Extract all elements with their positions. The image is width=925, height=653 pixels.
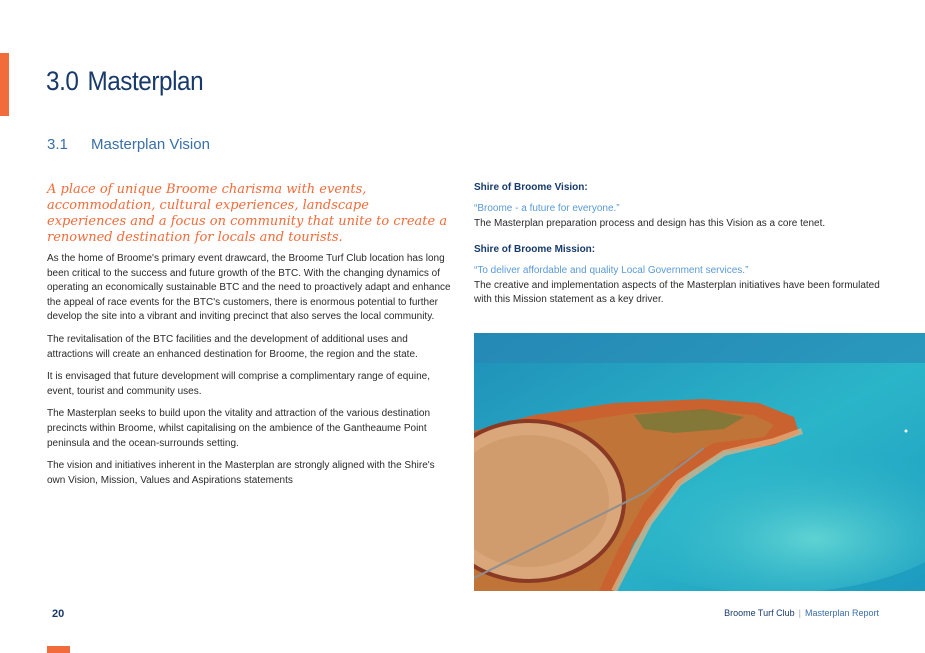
body-paragraph: As the home of Broome's primary event drawcard, the Broome Turf Club location has long been critical to the success and future growth of the BTC. With the changing dynamics of operating an economically sustainable BTC and the need to proactively adapt and enhance the appeal of race events for the BTC's customers, there is enormous potential to further develop the site into a vibrant and inviting precinct that also serves the local community.: [47, 253, 451, 323]
footer-org: Broome Turf Club: [724, 608, 795, 618]
vision-heading: Shire of Broome Vision:: [474, 182, 588, 193]
vision-tagline: A place of unique Broome charisma with events, accommodation, cultural experiences, landscape experiences and a focus on community that unite to create a renowned destination for locals and tourists.: [47, 182, 448, 245]
footer-separator: |: [798, 608, 801, 618]
aerial-photo: [474, 333, 925, 591]
chapter-number: 3.0: [46, 66, 79, 96]
right-column: [474, 182, 884, 321]
body-paragraph: The revitalisation of the BTC facilities and the development of additional uses and attractions will create an enhanced destination for Broome, the region and the state.: [47, 333, 418, 360]
footer: [724, 608, 879, 618]
mission-heading: Shire of Broome Mission:: [474, 244, 596, 256]
left-column: [47, 182, 452, 496]
mission-quote: “To deliver affordable and quality Local Government services.”: [474, 265, 749, 277]
boat: [905, 430, 908, 433]
body-paragraph: The vision and initiatives inherent in the Masterplan are strongly aligned with the Shire's own Vision, Mission, Values and Aspirations statements: [47, 460, 435, 486]
vision-text: The Masterplan preparation process and design has this Vision as a core tenet.: [474, 217, 826, 229]
vision-quote: “Broome - a future for everyone.”: [474, 203, 620, 214]
section-number: 3.1: [47, 136, 68, 153]
footer-report: Masterplan Report: [804, 608, 879, 618]
section-title: [47, 136, 210, 153]
accent-bar-bottom: [47, 646, 70, 653]
mission-text: The creative and implementation aspects of the Masterplan initiatives have been formulated with this Mission statement as a key driver.: [474, 279, 880, 306]
section-title-text: Masterplan Vision: [91, 136, 210, 153]
page-number: 20: [52, 608, 65, 620]
body-paragraph: It is envisaged that future development will comprise a complimentary range of equine, event, tourist and community uses.: [47, 371, 430, 397]
accent-bar-left: [0, 53, 9, 116]
aerial-photo-illustration: [474, 333, 925, 591]
body-paragraph: The Masterplan seeks to build upon the vitality and attraction of the various destination precincts within Broome, whilst capitalising on the ambience of the Gantheaume Point peninsula and the ocean-surrounds setting.: [47, 408, 431, 449]
chapter-title-text: Masterplan: [87, 66, 204, 96]
chapter-title: [46, 66, 203, 97]
